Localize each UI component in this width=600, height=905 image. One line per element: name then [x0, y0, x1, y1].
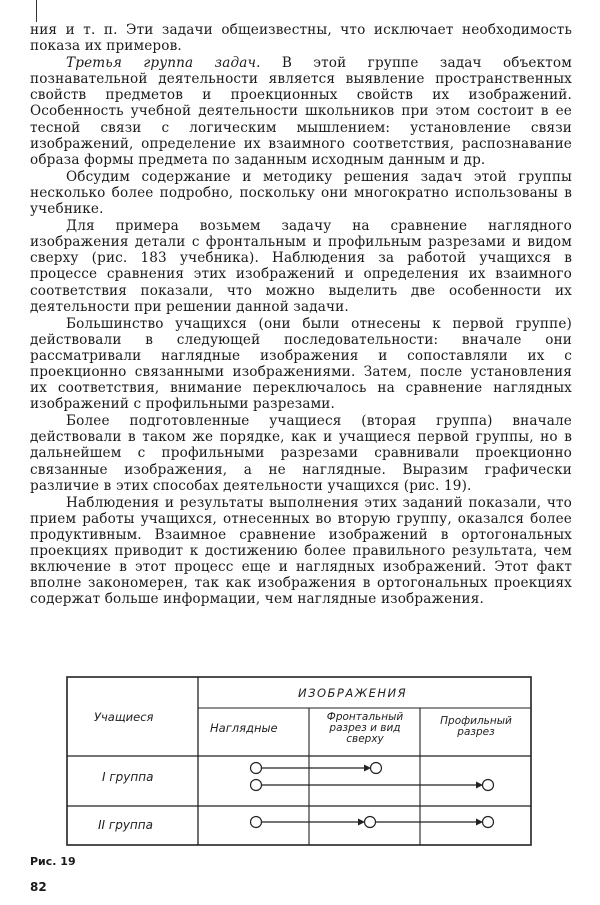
paragraph	[30, 413, 572, 493]
paragraph	[30, 55, 572, 168]
figure-row-2: II группа	[98, 818, 153, 832]
italic-heading: Третья группа задач.	[66, 55, 261, 72]
paragraph	[30, 169, 572, 217]
node-circle	[483, 817, 494, 828]
paragraph	[30, 495, 572, 608]
paragraph-text: ния и т. п. Эти задачи общеизвестны, что исключает необходимость показа их примеров.	[30, 22, 572, 55]
paragraph-text: В этой группе задач объектом познавательной деятельности является выявление пространственных свойств предметов и проекционных свойств их изображений. Особенность учебной деятельности школьников при этом состоит в ее тесной связи с логическим мышлением: установление связи изображений, определение их взаимного соответствия, распознавание образа формы предмета по заданным исходным данным и др.	[30, 55, 572, 168]
figure-col-profile: Профильный разрез	[440, 715, 512, 738]
node-circle	[251, 780, 262, 791]
row2-chain	[251, 817, 494, 828]
margin-mark	[36, 0, 37, 22]
paragraph-text: Обсудим содержание и методику решения задач этой группы несколько более подробно, поскольку они многократно использованы в учебнике.	[30, 168, 572, 218]
paragraph-text: Наблюдения и результаты выполнения этих заданий показали, что прием работы учащихся, отнесенных во вторую группу, оказался более продуктивным. Взаимное сравнение изображений в ортогональных проекциях приводит к достижению более правильного результата, чем включение в этот процесс еще и наглядных изображений. Этот факт вполне закономерен, так как изображения в ортогональных проекциях содержат больше информации, чем наглядные изображения.	[30, 494, 572, 608]
figure-caption: Рис. 19	[30, 855, 76, 868]
row1-connection-1	[251, 763, 382, 774]
paragraph	[30, 22, 572, 54]
figure-header-images: ИЗОБРАЖЕНИЯ	[298, 686, 408, 700]
row1-connection-2	[251, 780, 494, 791]
figure-col-frontal: Фронтальный разрез и вид сверху	[326, 711, 404, 745]
paragraph	[30, 316, 572, 413]
paragraph-text: Для примера возьмем задачу на сравнение наглядного изображения детали с фронтальным и профильным разрезами и видом сверху (рис. 183 учебника). Наблюдения за работой учащихся в процессе сравнения этих изображений и определения их взаимного соответствия показали, что можно выделить две особенности их деятельности при решении данной задачи.	[30, 218, 572, 315]
node-circle	[371, 763, 382, 774]
figure-19	[66, 676, 534, 850]
node-circle	[251, 817, 262, 828]
figure-col-visual: Наглядные	[210, 721, 278, 735]
page-number: 82	[30, 880, 47, 894]
node-circle	[483, 780, 494, 791]
body-text	[30, 22, 572, 608]
paragraph-text: Более подготовленные учащиеся (вторая группа) вначале действовали в таком же порядке, как и учащиеся первой группы, но в дальнейшем с профильными разрезами сравнивали проекционно связанные изображения, а не наглядные. Выразим графически различие в этих способах деятельности учащихся (рис. 19).	[30, 413, 572, 494]
node-circle	[251, 763, 262, 774]
node-circle	[365, 817, 376, 828]
paragraph-text: Большинство учащихся (они были отнесены к первой группе) действовали в следующей последовательности: вначале они рассматривали наглядные изображения и сопоставляли их с проекционно связанными изображениями. Затем, после установления их соответствия, внимание переключалось на сравнение наглядных изображений с профильными разрезами.	[30, 315, 572, 413]
figure-row-1: I группа	[102, 770, 154, 784]
paragraph	[30, 218, 572, 315]
figure-row-header: Учащиеся	[94, 710, 154, 724]
